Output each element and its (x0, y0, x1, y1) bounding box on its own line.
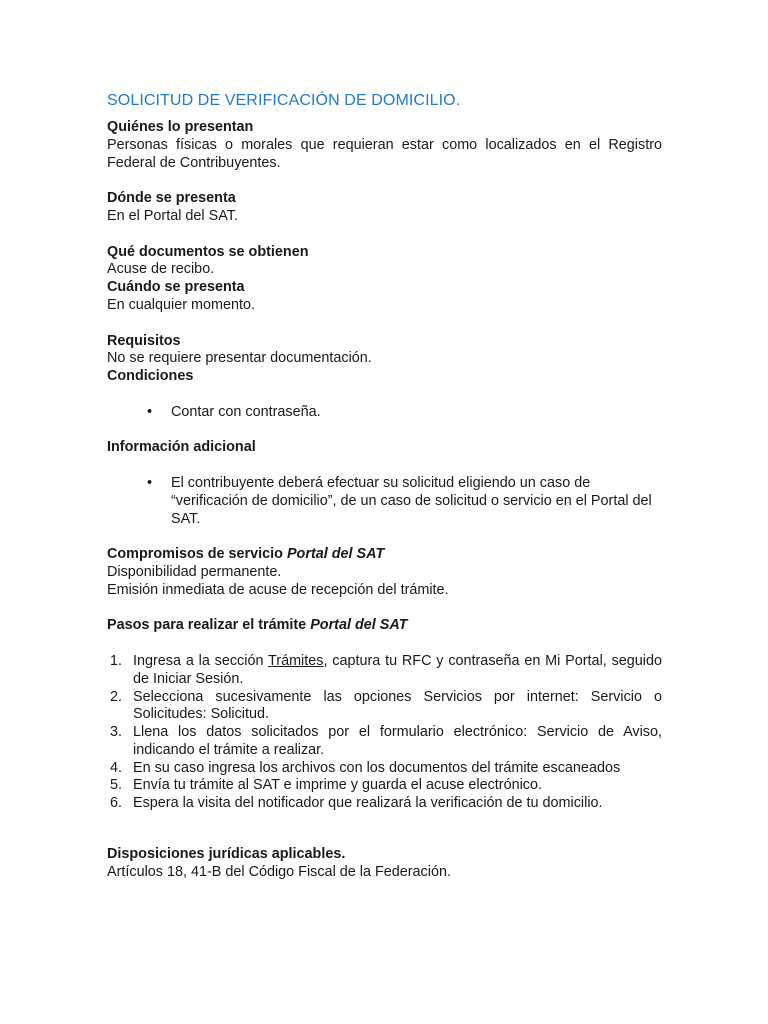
text-requisitos: No se requiere presentar documentación. (107, 350, 372, 367)
heading-compromisos-italic: Portal del SAT (286, 546, 385, 563)
step-item: 1. Ingresa a la sección Trámites, captura tu RFC y contraseña en Mi Portal, seguido de Iniciar Sesión. (110, 652, 662, 687)
text-compromisos-2: Emisión inmediata de acuse de recepción del trámite. (107, 581, 449, 598)
heading-condiciones: Condiciones (107, 368, 194, 385)
heading-que-documentos: Qué documentos se obtienen (107, 243, 309, 260)
heading-info-adicional: Información adicional (107, 439, 256, 456)
text-quienes: Personas físicas o morales que requieran estar como localizados en el Registro Federal de Contribuyentes. (107, 136, 662, 171)
heading-compromisos: Compromisos de servicio Portal del SAT (107, 546, 385, 563)
text-compromisos-1: Disponibilidad permanente. (107, 563, 282, 580)
document-title: SOLICITUD DE VERIFICACIÓN DE DOMICILIO. (107, 92, 461, 109)
heading-requisitos: Requisitos (107, 332, 181, 349)
text-que-documentos: Acuse de recibo. (107, 261, 215, 278)
step-item: 4. En su caso ingresa los archivos con los documentos del trámite escaneados (110, 759, 621, 776)
text-cuando: En cualquier momento. (107, 296, 255, 313)
text-donde: En el Portal del SAT. (107, 207, 238, 224)
list-item: • El contribuyente deberá efectuar su solicitud eligiendo un caso de “verificación de domicilio”, de un caso de solicitud o servicio en el Portal del SAT. (107, 475, 662, 528)
tramites-link[interactable]: Trámites (268, 652, 324, 669)
info-adicional-list (107, 475, 662, 528)
step-item: 5. Envía tu trámite al SAT e imprime y guarda el acuse electrónico. (110, 777, 542, 794)
heading-disposiciones: Disposiciones jurídicas aplicables. (107, 845, 346, 862)
heading-quienes: Quiénes lo presentan (107, 119, 254, 135)
step-item: 6. Espera la visita del notificador que realizará la verificación de tu domicilio. (110, 795, 603, 812)
text-disposiciones: Artículos 18, 41-B del Código Fiscal de la Federación. (107, 863, 451, 880)
step-item: 2. Selecciona sucesivamente las opciones Servicios por internet: Servicio o Solicitudes: Solicitud. (110, 688, 662, 723)
heading-pasos: Pasos para realizar el trámite Portal del SAT (107, 617, 408, 634)
step-item: 3. Llena los datos solicitados por el formulario electrónico: Servicio de Aviso, indicando el trámite a realizar. (110, 724, 662, 758)
heading-cuando: Cuándo se presenta (107, 279, 245, 296)
list-item: • Contar con contraseña. (107, 404, 662, 422)
pasos-list (107, 653, 662, 813)
heading-donde: Dónde se presenta (107, 190, 236, 207)
heading-pasos-italic: Portal del SAT (310, 617, 408, 634)
document-body (107, 119, 662, 881)
condiciones-list (107, 404, 662, 422)
